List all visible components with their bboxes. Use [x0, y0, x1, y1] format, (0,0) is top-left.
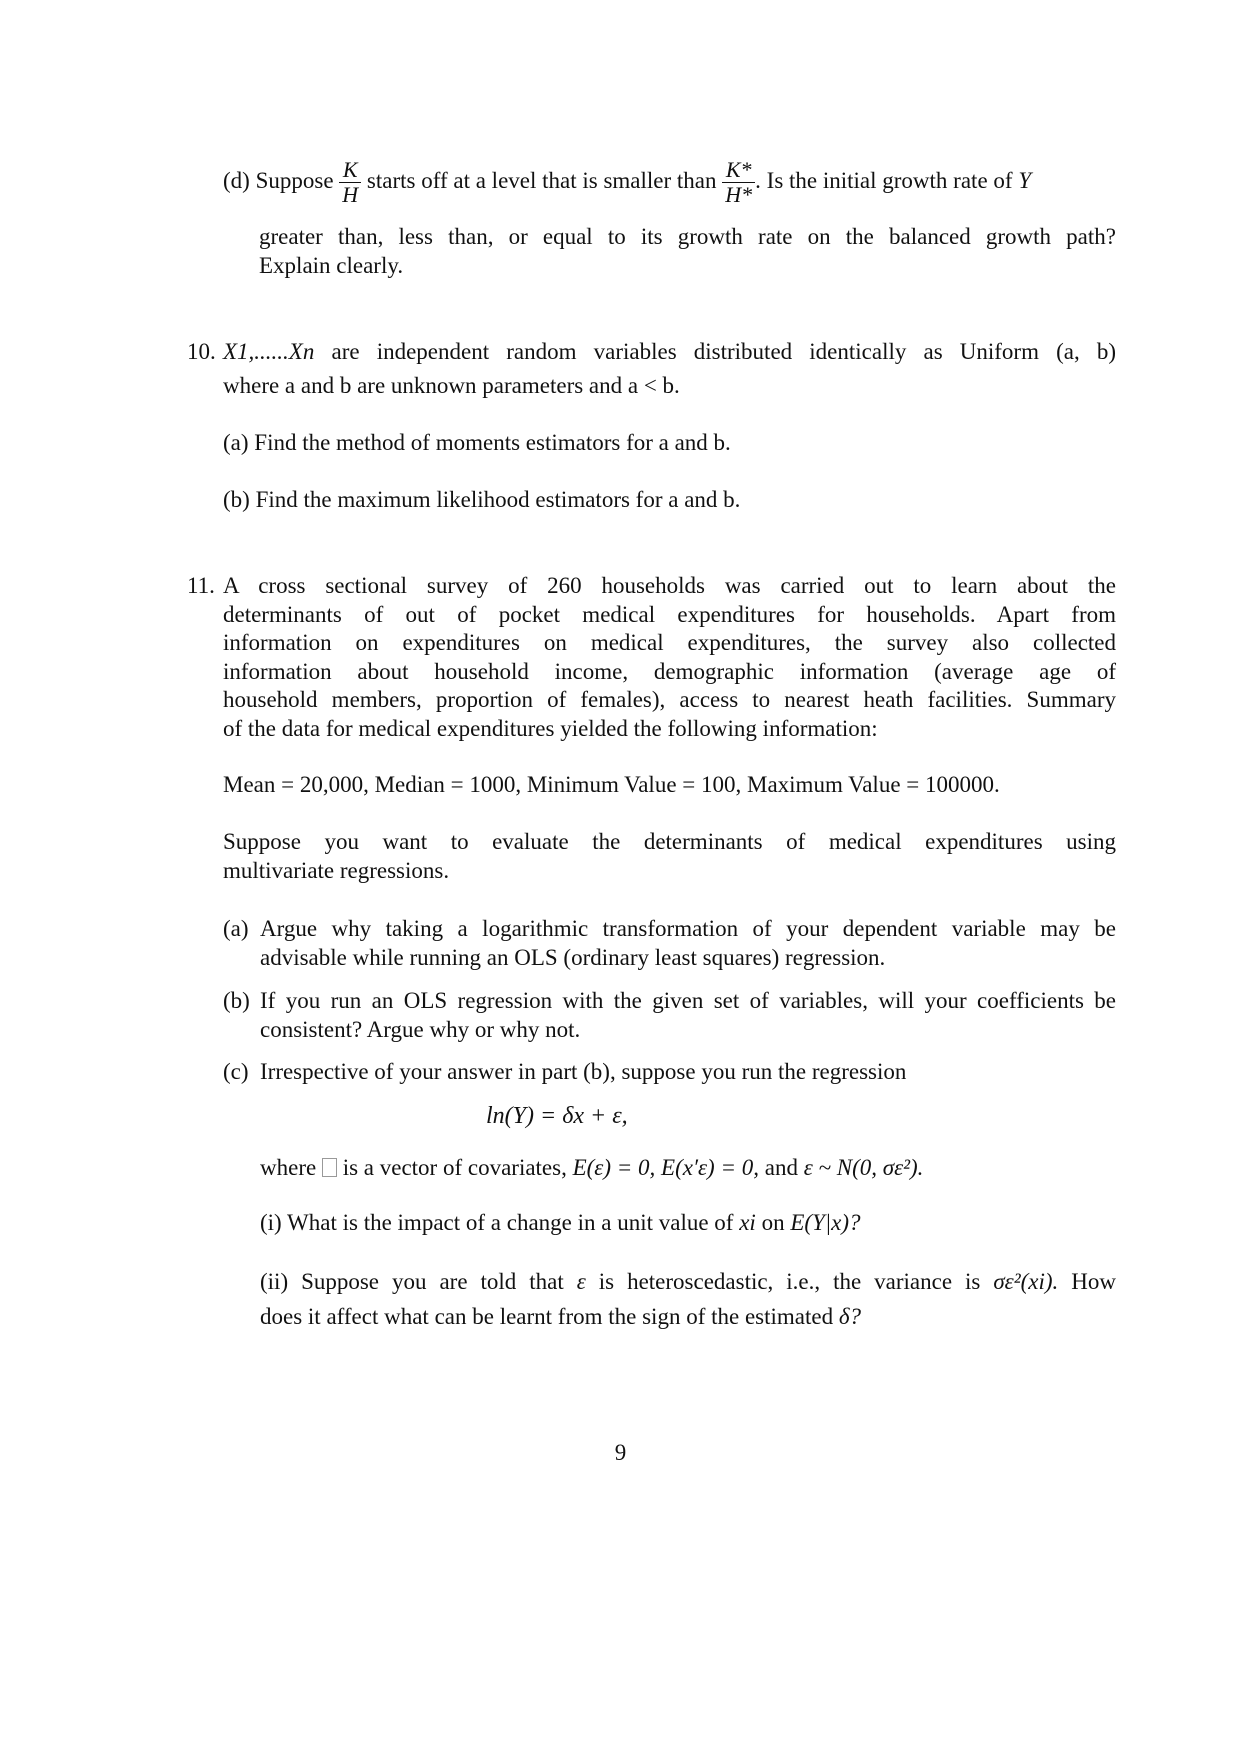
q9d-text-b: starts off at a level that is smaller than: [366, 167, 717, 193]
on-text: on: [761, 1210, 785, 1235]
q11-b-label: (b): [223, 988, 250, 1013]
fraction-kstar-over-hstar: [722, 158, 755, 207]
q9d-text-a: Suppose: [255, 167, 334, 193]
q10-part-b: (b) Find the maximum likelihood estimators for a and b.: [223, 487, 741, 512]
q11-a-line: Argue why taking a logarithmic transformation of your dependent variable may be: [260, 916, 1116, 941]
q10-part-a: (a) Find the method of moments estimators for a and b.: [223, 430, 731, 455]
q11-c-label: (c): [223, 1059, 249, 1084]
where-text: where: [260, 1155, 317, 1180]
q9d-line1: [223, 158, 1116, 207]
variance-expr: σε²(xi).: [993, 1269, 1059, 1294]
q11-b-line: consistent? Argue why or why not.: [260, 1017, 581, 1042]
q11-para-line: determinants of out of pocket medical expenditures for households. Apart from: [223, 602, 1116, 627]
condition-normal: ε ~ N(0, σε²).: [803, 1155, 924, 1180]
fraction-denominator: H: [342, 182, 359, 207]
and-text: and: [764, 1155, 798, 1180]
c-ii-text-a: (ii) Suppose you are told that: [260, 1269, 564, 1294]
regression-equation: ln(Y) = δx + ε,: [486, 1103, 628, 1129]
q10-vars: X1,......Xn: [223, 339, 315, 364]
q10-line2: where a and b are unknown parameters and a < b.: [223, 373, 680, 398]
q11-suppose-line: Suppose you want to evaluate the determinants of medical expenditures using: [223, 829, 1116, 854]
c-ii-line2-text: does it affect what can be learnt from the sign of the estimated: [260, 1304, 834, 1329]
q11-para-line: information on expenditures on medical expenditures, the survey also collected: [223, 630, 1116, 655]
q9d-text-c: . Is the initial growth rate of: [755, 167, 1013, 193]
missing-glyph-box: [322, 1158, 337, 1177]
var-epsilon: ε: [576, 1269, 586, 1294]
where-text-b: is a vector of covariates,: [342, 1155, 567, 1180]
q10-text-1: are independent random variables distributed identically as Uniform (a, b): [331, 339, 1117, 364]
q11-c-ii-line1: [260, 1267, 1116, 1296]
c-ii-text-c: How: [1071, 1269, 1116, 1294]
fraction-numerator: K*: [722, 158, 755, 183]
q9d-line2: greater than, less than, or equal to its growth rate on the balanced growth path?: [259, 224, 1116, 249]
c-ii-text-b: is heteroscedastic, i.e., the variance is: [598, 1269, 981, 1294]
fraction-numerator: K: [339, 158, 361, 183]
fraction-denominator: H*: [725, 182, 753, 207]
q11-c-i: [260, 1208, 1116, 1237]
q9d-label: (d): [223, 167, 250, 193]
q11-para-line: information about household income, demographic information (average age of: [223, 659, 1116, 684]
q9d-line3: Explain clearly.: [259, 253, 404, 278]
q11-c-ii-line2: [260, 1302, 1116, 1331]
var-xi: xi: [739, 1210, 756, 1235]
q11-c-line: Irrespective of your answer in part (b), suppose you run the regression: [260, 1059, 907, 1084]
q11-number: 11.: [187, 573, 215, 598]
q10-line1: [223, 337, 1116, 366]
fraction-k-over-h: [339, 158, 361, 207]
q9d-var-y: Y: [1018, 167, 1032, 193]
q11-a-label: (a): [223, 916, 249, 941]
conditional-expectation: E(Y|x)?: [790, 1210, 861, 1235]
q11-b-line: If you run an OLS regression with the given set of variables, will your coefficients be: [260, 988, 1116, 1013]
q11-a-line: advisable while running an OLS (ordinary least squares) regression.: [260, 945, 886, 970]
condition-mean-zero: E(ε) = 0,: [572, 1155, 656, 1180]
q11-where-line: [260, 1153, 1116, 1182]
q11-summary: Mean = 20,000, Median = 1000, Minimum Value = 100, Maximum Value = 100000.: [223, 772, 1000, 797]
q11-para-line: A cross sectional survey of 260 households was carried out to learn about the: [223, 573, 1116, 598]
q10-number: 10.: [187, 339, 216, 364]
q11-suppose-line: multivariate regressions.: [223, 858, 450, 883]
condition-orthogonality: E(x′ε) = 0,: [661, 1155, 759, 1180]
page-number: 9: [614, 1440, 627, 1465]
q11-para-line: household members, proportion of females), access to nearest heath facilities. Summary: [223, 687, 1116, 712]
q11-para-line: of the data for medical expenditures yielded the following information:: [223, 716, 878, 741]
var-delta: δ?: [838, 1304, 862, 1329]
c-i-text: (i) What is the impact of a change in a unit value of: [260, 1210, 734, 1235]
